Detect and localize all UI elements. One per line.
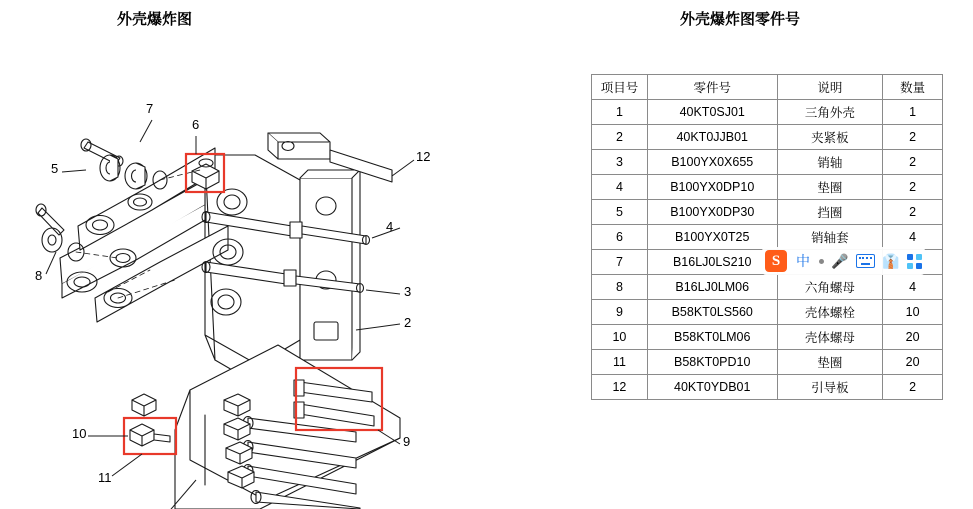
cell-quantity: 2 xyxy=(883,200,943,225)
cell-part-no: B16LJ0LM06 xyxy=(647,275,777,300)
cell-part-no: 40KT0YDB01 xyxy=(647,375,777,400)
cell-part-no: 40KT0SJ01 xyxy=(647,100,777,125)
callout-12: 12 xyxy=(416,149,431,164)
cell-quantity: 10 xyxy=(883,300,943,325)
parts-table xyxy=(591,74,943,400)
cell-item-no: 4 xyxy=(592,175,648,200)
column-header-description: 说明 xyxy=(777,75,883,100)
apps-grid-icon[interactable] xyxy=(907,254,922,269)
callout-8: 8 xyxy=(35,268,43,283)
cell-part-no: 40KT0JJB01 xyxy=(647,125,777,150)
column-header-item-no: 项目号 xyxy=(592,75,648,100)
cell-description: 垫圈 xyxy=(777,175,883,200)
parts-table-title: 外壳爆炸图零件号 xyxy=(680,11,801,28)
callout-5: 5 xyxy=(51,161,59,176)
cell-description: 壳体螺栓 xyxy=(777,300,883,325)
callout-10: 10 xyxy=(72,426,87,441)
cell-quantity: 2 xyxy=(883,175,943,200)
table-row xyxy=(592,100,943,125)
table-row xyxy=(592,175,943,200)
table-row xyxy=(592,275,943,300)
cell-part-no: B100YX0DP30 xyxy=(647,200,777,225)
cell-description: 销轴套 xyxy=(777,225,883,250)
cell-quantity: 2 xyxy=(883,125,943,150)
cell-description: 销轴 xyxy=(777,150,883,175)
cell-item-no: 8 xyxy=(592,275,648,300)
cell-quantity: 20 xyxy=(883,350,943,375)
cell-quantity: 4 xyxy=(883,225,943,250)
column-header-quantity: 数量 xyxy=(883,75,943,100)
cell-item-no: 2 xyxy=(592,125,648,150)
language-toggle-icon[interactable]: 中 xyxy=(796,253,810,269)
cell-part-no: B100YX0X655 xyxy=(647,150,777,175)
table-row xyxy=(592,375,943,400)
cell-item-no: 6 xyxy=(592,225,648,250)
cell-item-no: 5 xyxy=(592,200,648,225)
cell-description: 挡圈 xyxy=(777,200,883,225)
table-row xyxy=(592,300,943,325)
table-row xyxy=(592,200,943,225)
cell-description: 引导板 xyxy=(777,375,883,400)
cell-description: 六角螺母 xyxy=(777,275,883,300)
microphone-icon[interactable]: 🎤 xyxy=(831,253,849,269)
cell-item-no: 1 xyxy=(592,100,648,125)
cell-quantity: 2 xyxy=(883,150,943,175)
cell-quantity: 20 xyxy=(883,325,943,350)
table-row xyxy=(592,150,943,175)
cell-item-no: 12 xyxy=(592,375,648,400)
table-row xyxy=(592,125,943,150)
callout-11: 11 xyxy=(98,470,112,485)
cell-part-no: B100YX0DP10 xyxy=(647,175,777,200)
table-row xyxy=(592,350,943,375)
parts-table-container xyxy=(591,74,943,400)
punctuation-mode-icon[interactable] xyxy=(819,259,824,264)
table-row xyxy=(592,325,943,350)
sogou-logo-icon[interactable]: S xyxy=(765,250,787,272)
cell-quantity: 1 xyxy=(883,100,943,125)
cell-item-no: 7 xyxy=(592,250,648,275)
callout-2: 2 xyxy=(404,315,412,330)
cell-part-no: B16LJ0LS210 xyxy=(647,250,777,275)
cell-part-no: B58KT0LS560 xyxy=(647,300,777,325)
callout-7: 7 xyxy=(146,101,154,116)
cell-quantity: 4 xyxy=(883,275,943,300)
cell-part-no: B58KT0PD10 xyxy=(647,350,777,375)
callout-3: 3 xyxy=(404,284,412,299)
keyboard-icon[interactable] xyxy=(856,254,875,268)
callout-6: 6 xyxy=(192,117,200,132)
callout-4: 4 xyxy=(386,219,394,234)
cell-item-no: 11 xyxy=(592,350,648,375)
callout-9: 9 xyxy=(403,434,411,449)
column-header-part-no: 零件号 xyxy=(647,75,777,100)
cell-description: 垫圈 xyxy=(777,350,883,375)
left-diagram-title: 外壳爆炸图 xyxy=(117,11,193,28)
skin-icon[interactable]: 👔 xyxy=(882,253,900,269)
cell-item-no: 9 xyxy=(592,300,648,325)
cell-part-no: B58KT0LM06 xyxy=(647,325,777,350)
exploded-view-diagram xyxy=(0,30,520,509)
cell-description: 壳体螺母 xyxy=(777,325,883,350)
cell-quantity: 2 xyxy=(883,375,943,400)
table-header-row xyxy=(592,75,943,100)
table-row xyxy=(592,225,943,250)
cell-description: 夹紧板 xyxy=(777,125,883,150)
cell-item-no: 10 xyxy=(592,325,648,350)
cell-part-no: B100YX0T25 xyxy=(647,225,777,250)
sogou-ime-toolbar[interactable] xyxy=(762,247,925,275)
cell-item-no: 3 xyxy=(592,150,648,175)
cell-description: 三角外壳 xyxy=(777,100,883,125)
